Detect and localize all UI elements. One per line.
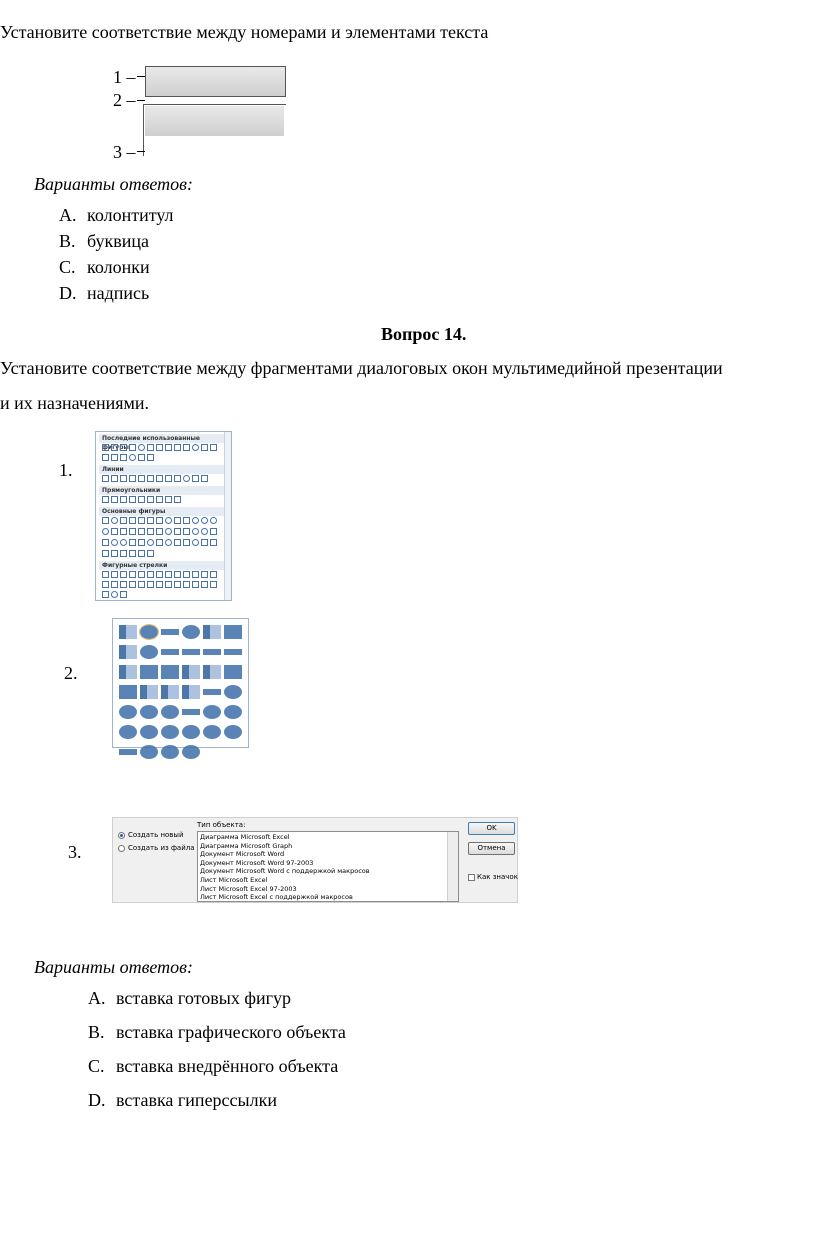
smartart-thumb[interactable] [203,665,221,679]
q13-option-c [59,256,150,278]
smartart-thumb[interactable] [161,745,179,759]
list-scrollbar[interactable] [447,832,458,901]
list-item[interactable]: Лист Microsoft Excel с поддержкой макросов [200,893,353,902]
option-text: вставка готовых фигур [116,988,292,1008]
q13-option-a [59,204,174,226]
radio-from-file[interactable] [118,845,125,852]
shapes-row [102,539,217,548]
option-text: надпись [87,283,150,303]
q14-item-3: 3. [68,842,82,862]
tick-3 [137,151,145,152]
option-letter: A. [59,205,77,225]
shapes-row [102,550,154,559]
smartart-thumb[interactable] [224,625,242,639]
q14-item-2: 2. [64,663,78,683]
radio-create-new-label: Создать новый [128,831,184,839]
list-item[interactable]: Документ Microsoft Word с поддержкой макросов [200,867,370,876]
q14-instruction-line1: Установите соответствие между фрагментами диалоговых окон мультимедийной презентации [0,358,723,378]
smartart-thumb[interactable] [224,705,242,719]
shapes-row [102,517,217,526]
smartart-thumb[interactable] [182,745,200,759]
smartart-thumb[interactable] [203,725,221,739]
as-icon-checkbox[interactable] [468,874,475,881]
smartart-thumb[interactable] [182,649,200,655]
label-1: 1 – [113,67,136,87]
smartart-thumb[interactable] [182,665,200,679]
option-letter: A. [88,988,106,1008]
cancel-button[interactable]: Отмена [468,842,515,855]
q14-instruction-line2: и их назначениями. [0,393,150,413]
section-recent-shapes: Последние использованные фигуры [99,434,228,443]
smartart-thumb[interactable] [119,705,137,719]
smartart-thumb[interactable] [119,625,137,639]
label-3: 3 – [113,142,136,162]
q14-answers-title: Варианты ответов: [34,957,193,977]
smartart-thumb[interactable] [203,625,221,639]
q14-option-b [88,1021,346,1043]
list-item[interactable]: Лист Microsoft Excel 97-2003 [200,884,297,893]
object-type-label: Тип объекта: [197,821,246,829]
smartart-thumb[interactable] [182,725,200,739]
shapes-row [102,454,154,463]
q14-item-1: 1. [59,460,73,480]
smartart-thumb[interactable] [224,725,242,739]
list-item[interactable]: Диаграмма Microsoft Graph [200,841,293,850]
shapes-row [102,591,127,600]
smartart-thumb[interactable] [119,665,137,679]
smartart-thumb[interactable] [119,645,137,659]
q14-option-a [88,987,291,1009]
smartart-thumb[interactable] [161,649,179,655]
tick-1 [137,76,145,77]
element-2-block [145,106,284,136]
smartart-thumb[interactable] [203,649,221,655]
shapes-row [102,571,217,580]
smartart-thumb[interactable] [224,665,242,679]
option-text: вставка внедрённого объекта [116,1056,339,1076]
smartart-thumb[interactable] [161,629,179,635]
smartart-thumb[interactable] [140,745,158,759]
tick-2 [137,100,145,101]
q14-option-c [88,1055,338,1077]
element-1-header-block [145,66,286,97]
label-2: 2 – [113,90,136,110]
option-text: колонки [87,257,150,277]
smartart-thumb[interactable] [203,705,221,719]
section-basic-shapes: Основные фигуры [99,507,228,516]
smartart-thumb[interactable] [161,705,179,719]
shapes-row [102,581,217,590]
option-text: вставка гиперссылки [116,1090,277,1110]
section-block-arrows: Фигурные стрелки [99,561,228,570]
option-letter: C. [88,1056,105,1076]
shapes-row [102,475,208,484]
option-letter: D. [88,1090,106,1110]
scrollbar[interactable] [224,432,231,600]
smartart-thumb[interactable] [140,705,158,719]
smartart-thumb[interactable] [203,689,221,695]
as-icon-label: Как значок [477,873,518,881]
q13-option-b [59,230,149,252]
smartart-thumb[interactable] [224,685,242,699]
smartart-thumb[interactable] [140,645,158,659]
smartart-thumb[interactable] [182,685,200,699]
smartart-thumb[interactable] [140,725,158,739]
smartart-thumb-selected[interactable] [140,625,158,639]
q13-option-d [59,282,149,304]
smartart-gallery-panel [112,618,249,748]
smartart-thumb[interactable] [119,749,137,755]
q13-instruction: Установите соответствие между номерами и элементами текста [0,22,489,42]
option-text: колонтитул [87,205,174,225]
shapes-row [102,444,217,453]
smartart-thumb[interactable] [140,665,158,679]
option-text: вставка графического объекта [116,1022,346,1042]
section-lines: Линии [99,465,228,474]
option-letter: C. [59,257,76,277]
option-text: буквица [87,231,149,251]
list-item[interactable]: Диаграмма Microsoft Excel [200,833,290,841]
insert-object-dialog [112,817,518,903]
shapes-row [102,496,181,505]
section-rectangles: Прямоугольники [99,486,228,495]
option-letter: B. [59,231,76,251]
radio-create-new[interactable] [118,832,125,839]
shapes-gallery-panel [95,431,232,601]
smartart-thumb[interactable] [140,685,158,699]
list-item[interactable]: Документ Microsoft Word [200,850,285,859]
shapes-row [102,528,217,537]
q14-heading: Вопрос 14. [381,324,467,344]
smartart-thumb[interactable] [161,685,179,699]
option-letter: B. [88,1022,105,1042]
smartart-thumb[interactable] [161,665,179,679]
list-item[interactable]: Лист Microsoft Excel [200,876,268,884]
smartart-thumb[interactable] [119,685,137,699]
ok-button[interactable]: OK [468,822,515,835]
smartart-grid [118,623,243,762]
list-item[interactable]: Документ Microsoft Word 97-2003 [200,858,314,867]
smartart-thumb[interactable] [119,725,137,739]
object-type-list[interactable] [197,831,459,902]
smartart-thumb[interactable] [182,709,200,715]
smartart-thumb[interactable] [224,649,242,655]
smartart-thumb[interactable] [182,625,200,639]
q13-answers-title: Варианты ответов: [34,174,193,194]
option-letter: D. [59,283,77,303]
radio-from-file-label: Создать из файла [128,844,195,852]
q14-option-d [88,1089,277,1111]
smartart-thumb[interactable] [161,725,179,739]
